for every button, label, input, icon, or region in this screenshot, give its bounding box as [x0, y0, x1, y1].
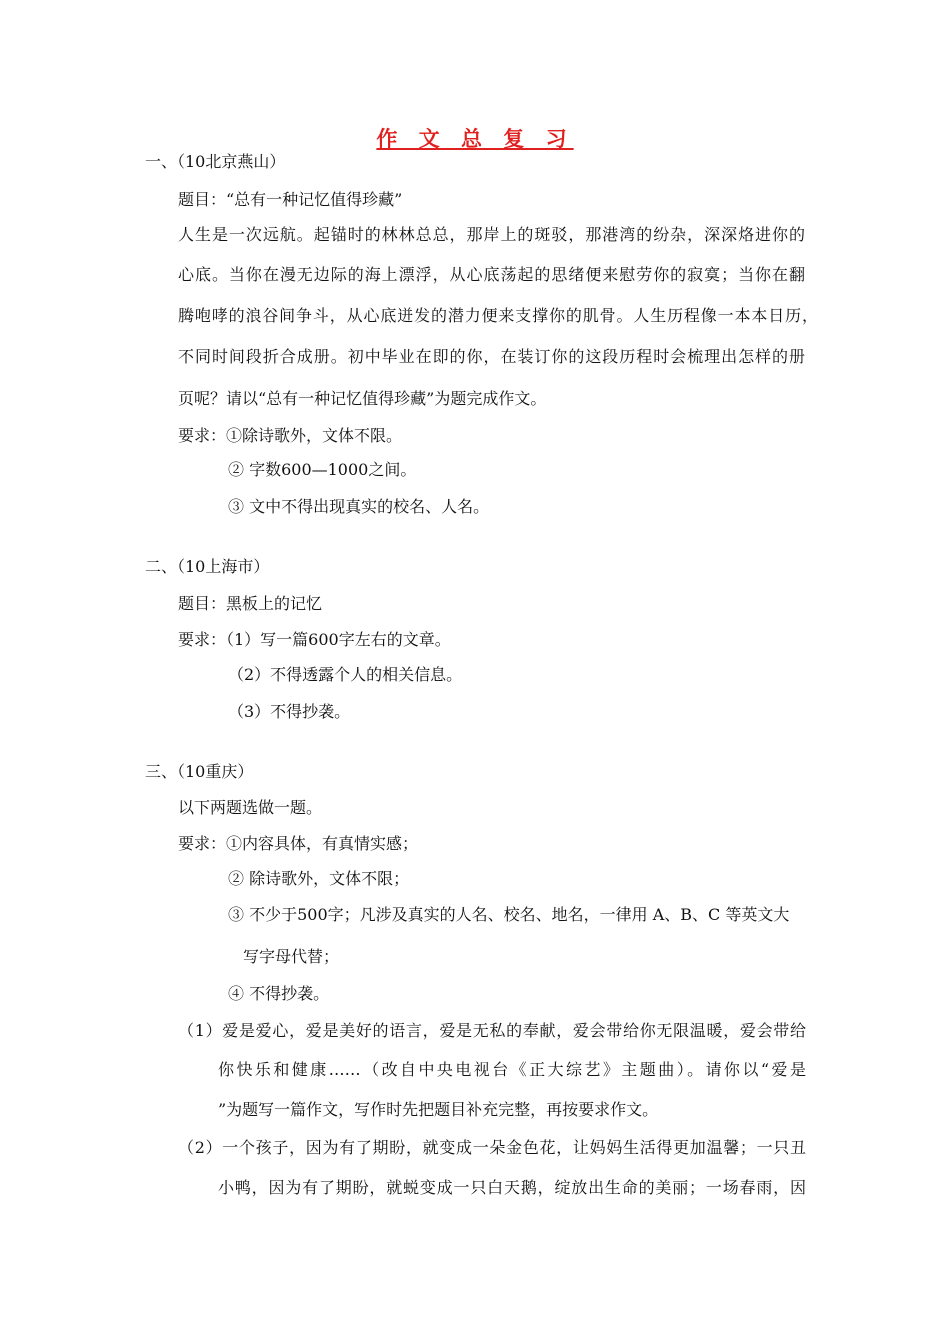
section-1-para-line: 不同时间段折合成册。初中毕业在即的你，在装订你的这段历程时会梳理出怎样的册 [178, 347, 805, 366]
section-2-requirement: 要求：（1）写一篇600字左右的文章。 [178, 630, 451, 649]
section-3-requirement: ④ 不得抄袭。 [228, 984, 330, 1003]
section-1-para-line: 页呢？请以“总有一种记忆值得珍藏”为题完成作文。 [178, 389, 547, 408]
section-1-requirement: 要求：①除诗歌外，文体不限。 [178, 426, 403, 445]
section-1-heading: 一、（10北京燕山） [145, 152, 286, 171]
section-3-heading: 三、（10重庆） [145, 762, 254, 781]
section-1-requirement: ③ 文中不得出现真实的校名、人名。 [228, 497, 490, 516]
question-1-line: 你快乐和健康……（改自中央电视台《正大综艺》主题曲）。请你以“爱是 [218, 1060, 806, 1079]
section-3-requirement: ③ 不少于500字；凡涉及真实的人名、校名、地名，一律用 A、B、C 等英文大 [228, 905, 790, 924]
section-3-requirement: 要求：①内容具体，有真情实感； [178, 834, 419, 853]
question-1-line: ”为题写一篇作文，写作时先把题目补充完整，再按要求作文。 [218, 1100, 659, 1119]
section-2-requirement: （2）不得透露个人的相关信息。 [228, 665, 463, 684]
section-2-heading: 二、（10上海市） [145, 557, 270, 576]
question-2-line: 小鸭，因为有了期盼，就蜕变成一只白天鹅，绽放出生命的美丽；一场春雨，因 [218, 1178, 806, 1197]
section-2-requirement: （3）不得抄袭。 [228, 702, 351, 721]
section-1-para-line: 心底。当你在漫无边际的海上漂浮，从心底荡起的思绪便来慰劳你的寂寞；当你在翻 [178, 265, 805, 284]
question-2-line: （2）一个孩子，因为有了期盼，就变成一朵金色花，让妈妈生活得更加温馨；一只丑 [178, 1138, 806, 1157]
section-1-topic: 题目：“总有一种记忆值得珍藏” [178, 190, 403, 209]
section-2-topic: 题目：黑板上的记忆 [178, 594, 323, 613]
section-3-requirement: ② 除诗歌外，文体不限； [228, 869, 410, 888]
section-1-requirement: ② 字数600—1000之间。 [228, 460, 417, 479]
section-1-para-line: 人生是一次远航。起锚时的林林总总，那岸上的斑驳，那港湾的纷杂，深深烙进你的 [178, 225, 805, 244]
page-title: 作 文 总 复 习 [376, 127, 574, 151]
question-1-line: （1）爱是爱心，爱是美好的语言，爱是无私的奉献，爱会带给你无限温暖，爱会带给 [178, 1021, 806, 1040]
section-1-para-line: 腾咆哮的浪谷间争斗，从心底迸发的潜力便来支撑你的肌骨。人生历程像一本本日历， [178, 306, 818, 325]
section-3-requirement: 写字母代替； [243, 947, 340, 966]
section-3-intro: 以下两题选做一题。 [178, 798, 323, 817]
